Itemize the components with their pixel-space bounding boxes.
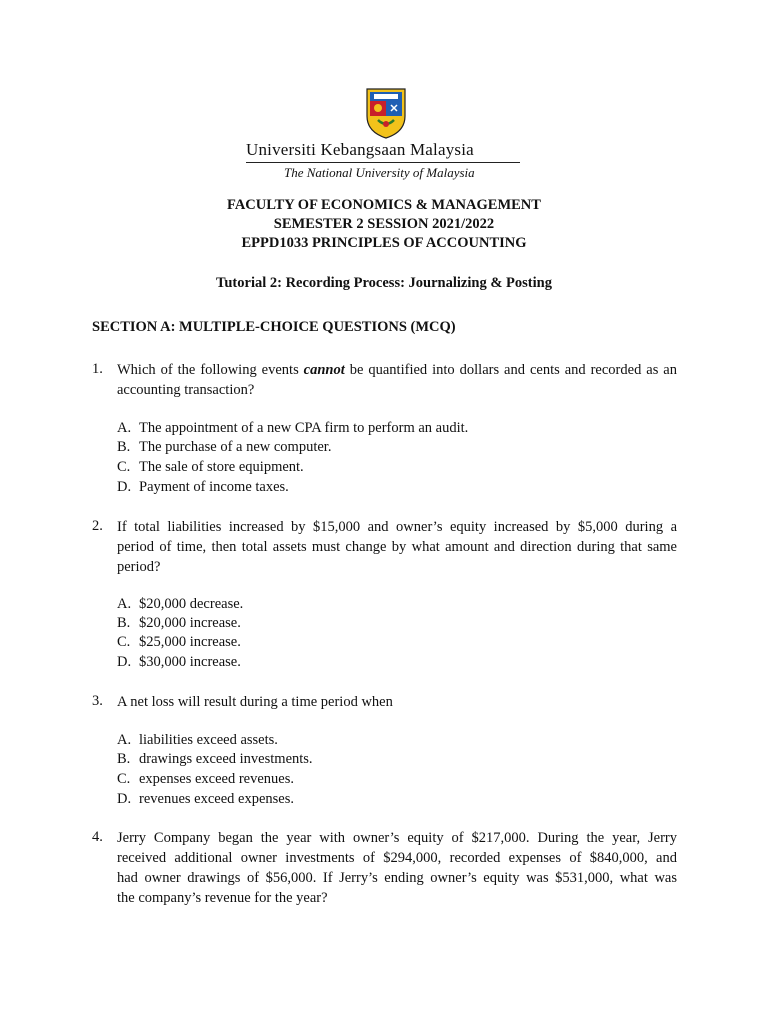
answer-option <box>117 751 313 768</box>
university-crest-icon <box>364 86 408 140</box>
question-line: the company’s revenue for the year? <box>117 890 328 906</box>
tutorial-title: Tutorial 2: Recording Process: Journalizing & Posting <box>216 275 552 291</box>
answer-option <box>117 479 289 496</box>
option-text: $30,000 increase. <box>139 654 241 670</box>
question-number: 3. <box>92 693 103 709</box>
option-letter: A. <box>117 420 132 436</box>
option-text: The sale of store equipment. <box>139 459 304 475</box>
option-text: $20,000 increase. <box>139 615 241 631</box>
logo-divider <box>246 162 520 163</box>
question-number: 4. <box>92 829 103 845</box>
university-name: Universiti Kebangsaan Malaysia <box>246 140 474 159</box>
option-letter: A. <box>117 732 132 748</box>
question-text-part: Which of the following events <box>117 362 304 378</box>
option-text: The purchase of a new computer. <box>139 439 332 455</box>
option-letter: D. <box>117 479 132 495</box>
option-letter: A. <box>117 596 132 612</box>
answer-option <box>117 596 243 613</box>
option-letter: D. <box>117 654 132 670</box>
answer-option <box>117 439 331 456</box>
semester-heading: SEMESTER 2 SESSION 2021/2022 <box>273 216 495 232</box>
option-text: The appointment of a new CPA firm to perform an audit. <box>139 420 469 436</box>
answer-option <box>117 459 304 476</box>
answer-option <box>117 771 294 788</box>
faculty-heading: FACULTY OF ECONOMICS & MANAGEMENT <box>227 197 541 213</box>
answer-option <box>117 654 241 671</box>
question-text <box>117 517 677 577</box>
option-text: Payment of income taxes. <box>139 479 289 495</box>
answer-option <box>117 732 278 749</box>
question-text <box>117 828 677 908</box>
option-letter: B. <box>117 439 131 455</box>
option-text: expenses exceed revenues. <box>139 771 294 787</box>
question-line: If total liabilities increased by $15,000 and owner’s equity increased by $5,000 during a <box>117 519 677 535</box>
question-text-part: be quantified into dollars and cents and recorded as an accounting transaction? <box>117 362 677 398</box>
section-title: SECTION A: MULTIPLE-CHOICE QUESTIONS (MCQ) <box>92 319 456 335</box>
option-letter: C. <box>117 459 131 475</box>
option-text: $25,000 increase. <box>139 634 241 650</box>
option-letter: C. <box>117 634 131 650</box>
question-line: had owner drawings of $56,000. If Jerry’s ending owner’s equity was $531,000, what was <box>117 870 677 886</box>
option-text: liabilities exceed assets. <box>139 732 278 748</box>
answer-option <box>117 634 241 651</box>
question-line: period? <box>117 559 161 575</box>
question-text: A net loss will result during a time period when <box>117 694 393 710</box>
question-emphasis: cannot <box>303 362 345 378</box>
option-letter: B. <box>117 615 131 631</box>
university-subtitle: The National University of Malaysia <box>284 165 475 180</box>
question-line: received additional owner investments of $294,000, recorded expenses of $840,000, and <box>117 850 677 866</box>
question-line: Jerry Company began the year with owner’s equity of $217,000. During the year, Jerry <box>117 830 677 846</box>
option-letter: D. <box>117 791 132 807</box>
option-letter: C. <box>117 771 131 787</box>
question-number: 1. <box>92 361 103 377</box>
university-logo <box>246 86 526 186</box>
question-number: 2. <box>92 518 103 534</box>
option-text: drawings exceed investments. <box>139 751 313 767</box>
option-text: revenues exceed expenses. <box>139 791 294 807</box>
question-text <box>117 360 677 400</box>
answer-option <box>117 420 468 437</box>
question-line: period of time, then total assets must change by what amount and direction during that same <box>117 539 677 555</box>
course-heading: EPPD1033 PRINCIPLES OF ACCOUNTING <box>241 235 527 251</box>
option-letter: B. <box>117 751 131 767</box>
answer-option <box>117 791 294 808</box>
answer-option <box>117 615 241 632</box>
option-text: $20,000 decrease. <box>139 596 244 612</box>
